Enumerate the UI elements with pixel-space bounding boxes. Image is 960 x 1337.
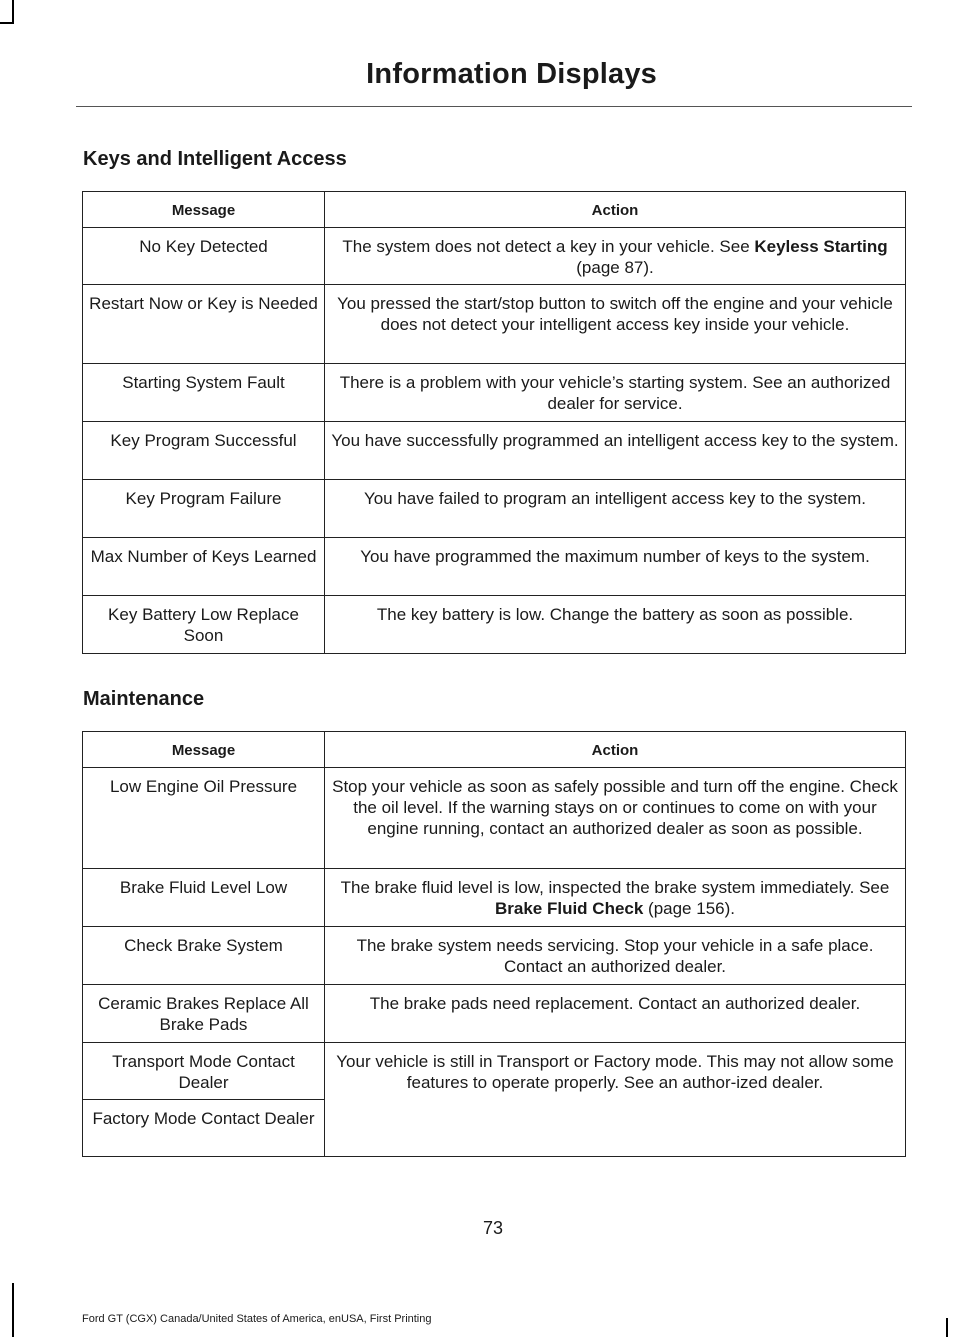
action-cell <box>325 869 906 927</box>
message-cell: Restart Now or Key is Needed <box>83 285 325 364</box>
message-cell: Key Program Failure <box>83 480 325 538</box>
table-header-row <box>83 192 906 228</box>
column-header-message: Message <box>83 192 325 228</box>
table-row <box>83 422 906 480</box>
table-row <box>83 985 906 1043</box>
action-cell <box>325 768 906 869</box>
message-cell: Low Engine Oil Pressure <box>83 768 325 869</box>
message-cell: Key Program Successful <box>83 422 325 480</box>
action-cell <box>325 364 906 422</box>
section-title-keys: Keys and Intelligent Access <box>83 148 347 170</box>
crop-mark-bottom-left-v <box>12 1283 14 1337</box>
page-reference: (page 156). <box>643 899 735 918</box>
action-cell <box>325 422 906 480</box>
table-header-row <box>83 732 906 768</box>
crop-mark-top-left-v <box>12 0 14 22</box>
action-cell <box>325 1043 906 1157</box>
action-text: The key battery is low. Change the battery as soon as possible. <box>376 605 854 624</box>
action-text: The brake system needs servicing. Stop your vehicle in a safe place. Contact an authorized dealer. <box>356 936 874 976</box>
cross-reference-link[interactable]: Brake Fluid Check <box>494 899 644 918</box>
table-row <box>83 768 906 869</box>
table-row <box>83 285 906 364</box>
message-cell: Factory Mode Contact Dealer <box>83 1100 325 1157</box>
action-cell <box>325 480 906 538</box>
page-title: Information Displays <box>366 58 657 90</box>
message-cell: Transport Mode Contact Dealer <box>83 1043 325 1100</box>
page-number: 73 <box>482 1218 504 1238</box>
keys-intelligent-access-table <box>82 191 906 654</box>
message-cell: Check Brake System <box>83 927 325 985</box>
column-header-action: Action <box>325 192 906 228</box>
action-cell <box>325 228 906 285</box>
table-row <box>83 364 906 422</box>
table-row <box>83 228 906 285</box>
action-cell <box>325 538 906 596</box>
action-text: You have successfully programmed an intelligent access key to the system. <box>331 431 899 450</box>
crop-mark-top-left-h <box>0 22 14 24</box>
table-row <box>83 538 906 596</box>
message-cell: Ceramic Brakes Replace All Brake Pads <box>83 985 325 1043</box>
message-cell: Max Number of Keys Learned <box>83 538 325 596</box>
action-text: Your vehicle is still in Transport or Factory mode. This may not allow some features to operate properly. See an author-ized dealer. <box>336 1052 894 1092</box>
header-divider <box>76 106 912 107</box>
message-cell: Starting System Fault <box>83 364 325 422</box>
footer-edition: Ford GT (CGX) Canada/United States of America, enUSA, First Printing <box>82 1313 432 1325</box>
table-row <box>83 927 906 985</box>
column-header-action: Action <box>325 732 906 768</box>
table-row <box>83 480 906 538</box>
action-cell <box>325 285 906 364</box>
action-text: You pressed the start/stop button to switch off the engine and your vehicle does not detect your intelligent access key inside your vehicle. <box>337 294 893 334</box>
table-row <box>83 1043 906 1100</box>
action-text: The brake fluid level is low, inspected the brake system immediately. See <box>340 878 890 897</box>
crop-mark-bottom-right-v <box>946 1318 948 1337</box>
cross-reference-link[interactable]: Keyless Starting <box>754 237 888 256</box>
action-text: The brake pads need replacement. Contact an authorized dealer. <box>369 994 861 1013</box>
action-text: The system does not detect a key in your vehicle. See <box>342 237 755 256</box>
message-cell: Brake Fluid Level Low <box>83 869 325 927</box>
action-cell <box>325 596 906 654</box>
action-text: You have failed to program an intelligent access key to the system. <box>363 489 867 508</box>
section-title-maintenance: Maintenance <box>83 688 205 710</box>
column-header-message: Message <box>83 732 325 768</box>
message-cell: No Key Detected <box>83 228 325 285</box>
action-text: You have programmed the maximum number of keys to the system. <box>360 547 870 566</box>
action-cell <box>325 927 906 985</box>
action-text: There is a problem with your vehicle’s starting system. See an authorized dealer for service. <box>339 373 891 413</box>
action-text: Stop your vehicle as soon as safely possible and turn off the engine. Check the oil level. If the warning stays on or continues to come on with your engine running, contact an authorized dealer as soon as possible. <box>332 777 898 838</box>
maintenance-table <box>82 731 906 1157</box>
action-cell <box>325 985 906 1043</box>
table-row <box>83 596 906 654</box>
table-row <box>83 869 906 927</box>
page-reference: (page 87). <box>576 258 654 277</box>
message-cell: Key Battery Low Replace Soon <box>83 596 325 654</box>
